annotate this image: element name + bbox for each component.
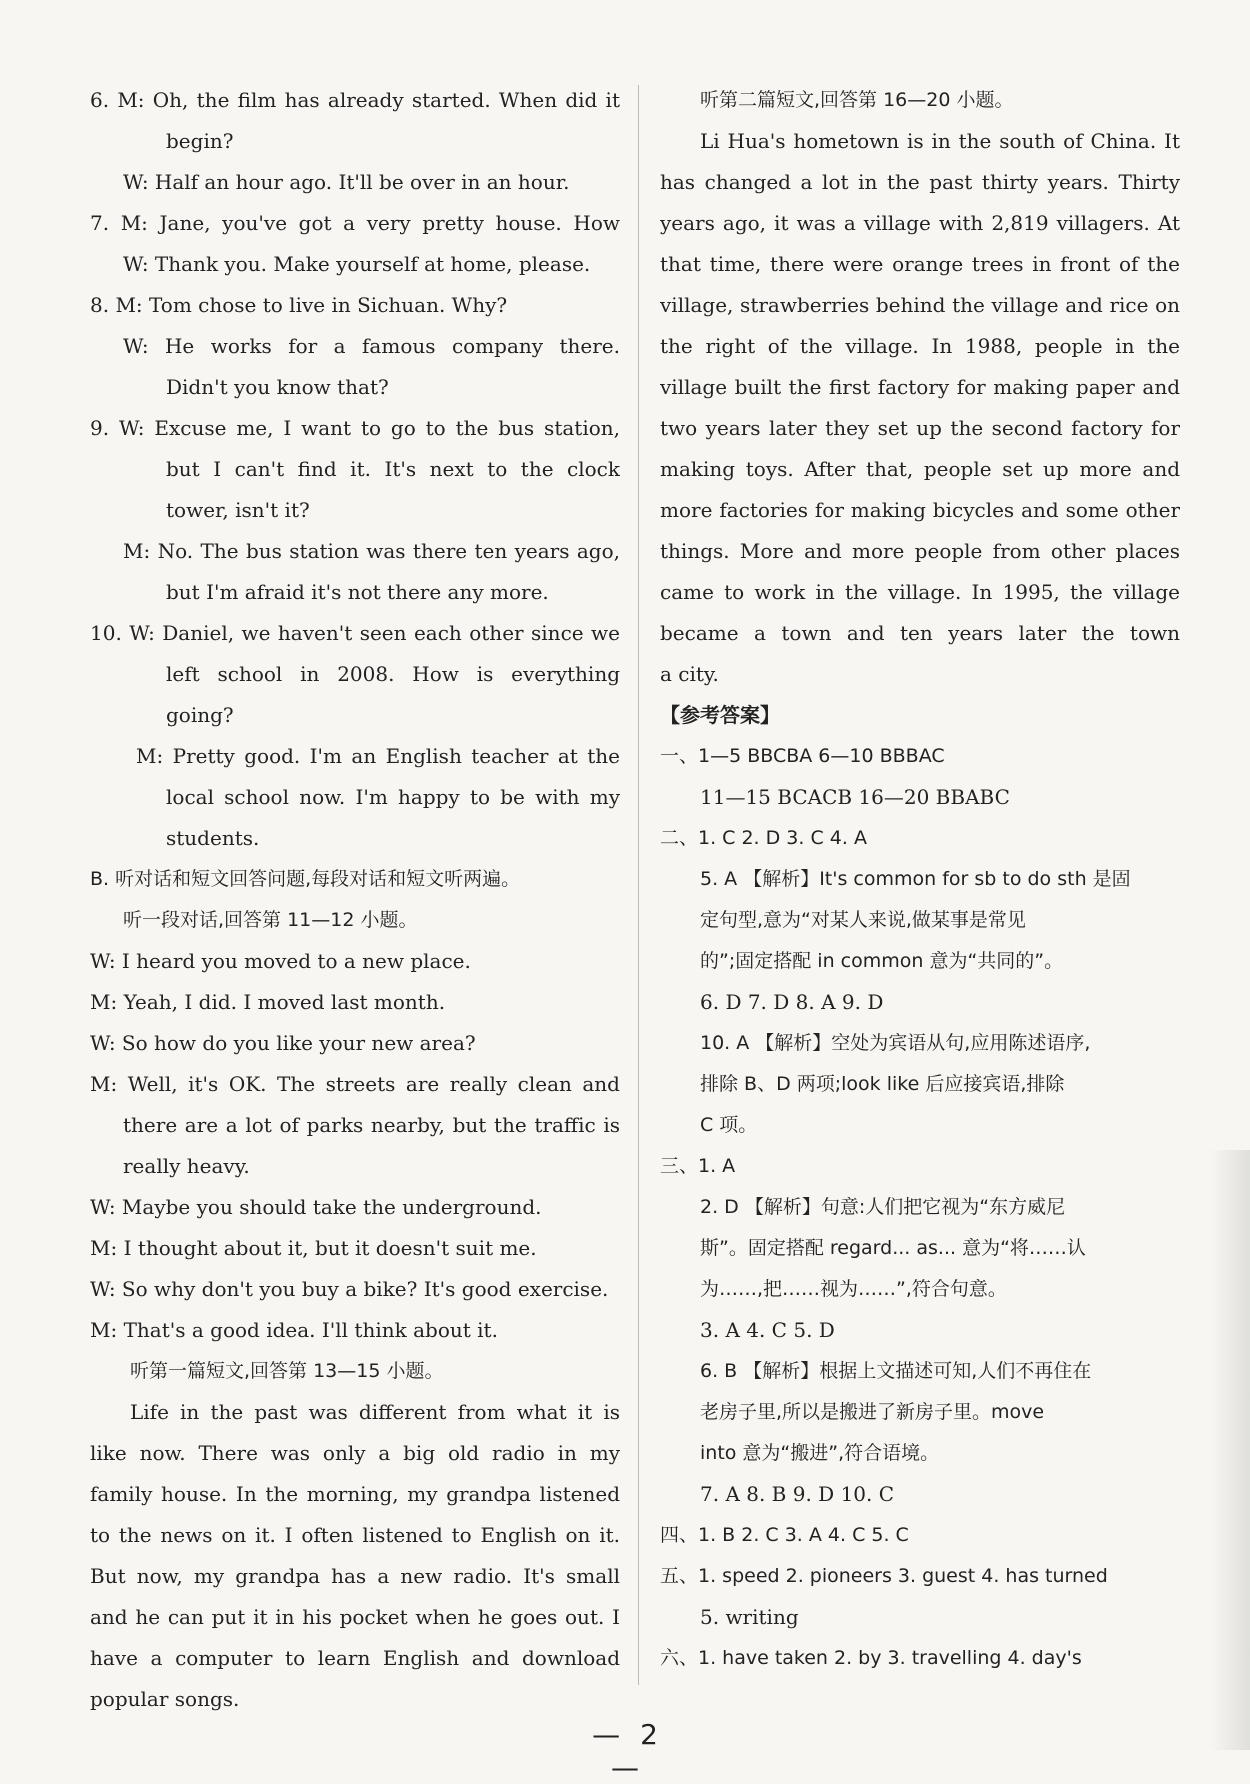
left-text-line: there are a lot of parks nearby, but the traffic is <box>123 1113 620 1137</box>
right-text-line: the right of the village. In 1988, people in the <box>660 334 1180 358</box>
right-text-line: became a town and ten years later the town <box>660 621 1180 645</box>
left-text-line: Didn't you know that? <box>166 375 389 399</box>
left-text-line: W: Maybe you should take the underground. <box>90 1195 542 1219</box>
right-text-line: 二、1. C 2. D 3. C 4. A <box>660 827 867 849</box>
left-text-line: M: That's a good idea. I'll think about it. <box>90 1318 498 1342</box>
left-text-line: have a computer to learn English and download <box>90 1646 620 1670</box>
left-text-line: local school now. I'm happy to be with my <box>166 785 620 809</box>
right-text-line: 7. A 8. B 9. D 10. C <box>700 1482 895 1506</box>
left-text-line: popular songs. <box>90 1687 240 1711</box>
page-edge-shadow <box>1210 1150 1250 1750</box>
left-text-line: W: He works for a famous company there. <box>123 334 620 358</box>
left-text-line: But now, my grandpa has a new radio. It's small <box>90 1564 620 1588</box>
right-text-line: more factories for making bicycles and some other <box>660 498 1180 522</box>
right-text-line: 老房子里,所以是搬进了新房子里。move <box>700 1401 1045 1423</box>
left-text-line: to the news on it. I often listened to English on it. <box>90 1523 620 1547</box>
left-text-line: Life in the past was different from what it is <box>130 1400 620 1424</box>
left-text-line: W: So why don't you buy a bike? It's good exercise. <box>90 1277 609 1301</box>
left-text-line: 听一段对话,回答第 11—12 小题。 <box>123 909 418 931</box>
left-text-line: 8. M: Tom chose to live in Sichuan. Why? <box>90 293 508 317</box>
right-text-line: 5. writing <box>700 1605 799 1629</box>
right-text-line: Li Hua's hometown is in the south of China. It <box>700 129 1180 153</box>
right-text-line: things. More and more people from other places <box>660 539 1180 563</box>
left-text-line: 6. M: Oh, the film has already started. When did it <box>90 88 620 112</box>
left-text-line: but I'm afraid it's not there any more. <box>166 580 549 604</box>
right-text-line: 定句型,意为“对某人来说,做某事是常见 <box>700 909 1026 931</box>
right-text-line: has changed a lot in the past thirty years. Thirty <box>660 170 1180 194</box>
left-text-line: W: Half an hour ago. It'll be over in an hour. <box>123 170 570 194</box>
left-text-line: M: I thought about it, but it doesn't suit me. <box>90 1236 537 1260</box>
right-text-line: 6. B 【解析】根据上文描述可知,人们不再住在 <box>700 1360 1092 1382</box>
left-text-line: like now. There was only a big old radio in my <box>90 1441 620 1465</box>
left-text-line: but I can't find it. It's next to the clock <box>166 457 620 481</box>
left-text-line: students. <box>166 826 260 850</box>
left-text-line: really heavy. <box>123 1154 250 1178</box>
right-text-line: 【参考答案】 <box>660 703 780 727</box>
left-text-line: left school in 2008. How is everything <box>166 662 620 686</box>
left-text-line: M: Pretty good. I'm an English teacher at the <box>136 744 620 768</box>
left-text-line: W: So how do you like your new area? <box>90 1031 476 1055</box>
left-text-line: family house. In the morning, my grandpa listened <box>90 1482 620 1506</box>
right-text-line: 听第二篇短文,回答第 16—20 小题。 <box>700 89 1014 111</box>
right-text-line: 排除 B、D 两项;look like 后应接宾语,排除 <box>700 1073 1065 1095</box>
right-text-line: that time, there were orange trees in front of the <box>660 252 1180 276</box>
right-text-line: 三、1. A <box>660 1155 736 1177</box>
right-text-line: 六、1. have taken 2. by 3. travelling 4. day's <box>660 1647 1082 1669</box>
right-text-line: 11—15 BCACB 16—20 BBABC <box>700 785 1010 809</box>
right-text-line: 6. D 7. D 8. A 9. D <box>700 990 884 1014</box>
right-text-line: two years later they set up the second factory for <box>660 416 1180 440</box>
left-text-line: W: Thank you. Make yourself at home, please. <box>123 252 591 276</box>
right-text-line: village, strawberries behind the village and rice on <box>660 293 1180 317</box>
right-text-line: a city. <box>660 662 719 686</box>
right-text-line: 四、1. B 2. C 3. A 4. C 5. C <box>660 1524 909 1546</box>
right-text-line: 五、1. speed 2. pioneers 3. guest 4. has turned <box>660 1565 1108 1587</box>
right-text-line: came to work in the village. In 1995, the village <box>660 580 1180 604</box>
page-dash-right: — <box>611 1751 639 1784</box>
right-text-line: 为……,把……视为……”,符合句意。 <box>700 1278 1007 1300</box>
left-text-line: 听第一篇短文,回答第 13—15 小题。 <box>130 1360 444 1382</box>
left-text-line: B. 听对话和短文回答问题,每段对话和短文听两遍。 <box>90 868 521 890</box>
left-text-line: 7. M: Jane, you've got a very pretty house. How <box>90 211 620 235</box>
right-text-line: 10. A 【解析】空处为宾语从句,应用陈述语序, <box>700 1032 1091 1054</box>
right-text-line: making toys. After that, people set up more and <box>660 457 1180 481</box>
left-column <box>90 80 620 1720</box>
page-number-value: 2 <box>640 1718 658 1751</box>
left-text-line: begin? <box>166 129 234 153</box>
left-text-line: and he can put it in his pocket when he goes out. I <box>90 1605 620 1629</box>
left-text-line: tower, isn't it? <box>166 498 310 522</box>
left-text-line: 9. W: Excuse me, I want to go to the bus station, <box>90 416 620 440</box>
right-text-line: 3. A 4. C 5. D <box>700 1318 835 1342</box>
right-text-line: 斯”。固定搭配 regard... as... 意为“将……认 <box>700 1237 1086 1259</box>
page-dash-left: — <box>592 1718 621 1751</box>
right-text-line: into 意为“搬进”,符合语境。 <box>700 1442 940 1464</box>
right-column <box>660 80 1180 1679</box>
right-text-line: years ago, it was a village with 2,819 villagers. At <box>660 211 1180 235</box>
left-text-line: M: No. The bus station was there ten years ago, <box>123 539 620 563</box>
left-text-line: going? <box>166 703 234 727</box>
right-text-line: 2. D 【解析】句意:人们把它视为“东方威尼 <box>700 1196 1066 1218</box>
left-text-line: M: Yeah, I did. I moved last month. <box>90 990 446 1014</box>
right-text-line: 的”;固定搭配 in common 意为“共同的”。 <box>700 950 1064 972</box>
right-text-line: C 项。 <box>700 1114 758 1136</box>
right-text-line: village built the first factory for making paper and <box>660 375 1180 399</box>
page-number <box>560 1718 690 1784</box>
left-text-line: M: Well, it's OK. The streets are really clean and <box>90 1072 620 1096</box>
column-divider <box>638 85 639 1685</box>
right-text-line: 一、1—5 BBCBA 6—10 BBBAC <box>660 745 945 767</box>
left-text-line: 10. W: Daniel, we haven't seen each other since we <box>90 621 620 645</box>
right-text-line: 5. A 【解析】It's common for sb to do sth 是固 <box>700 868 1131 890</box>
left-text-line: W: I heard you moved to a new place. <box>90 949 471 973</box>
